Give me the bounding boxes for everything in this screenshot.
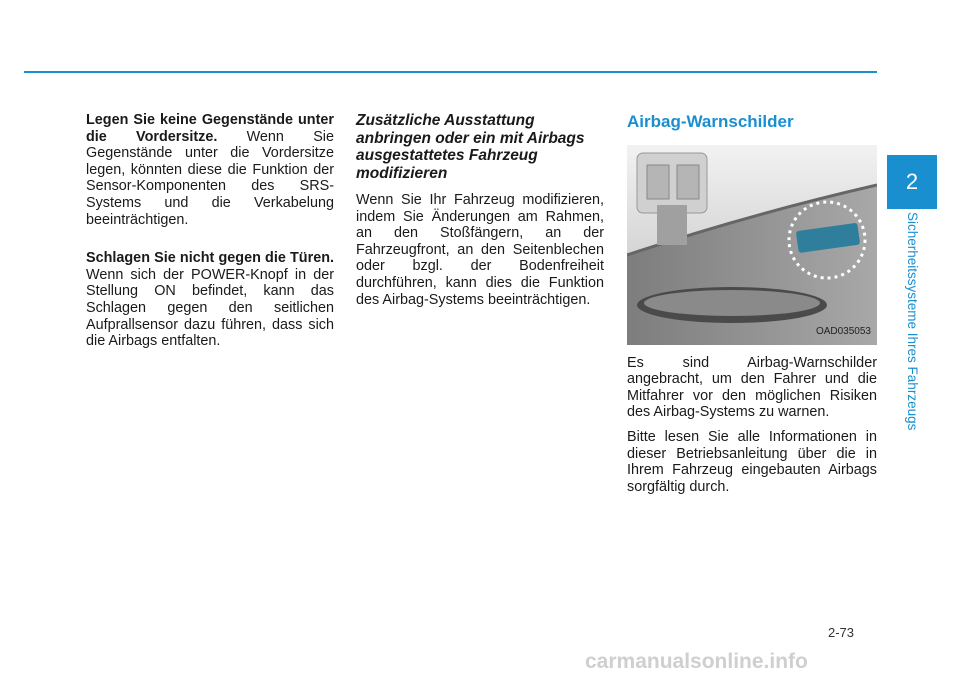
body-text: Wenn sich der POWER-Knopf in der Stellung ON befindet, kann das Schlagen gegen den seitlichen Aufprallsensor dazu führen, dass sich die Airbags entfalten. bbox=[86, 266, 334, 350]
chapter-tab: 2 bbox=[887, 155, 937, 209]
body-text: Wenn Sie Gegenstände unter die Vordersitze legen, könnten diese die Funktion der Sensor-Komponenten des SRS-Systems und die Verkabelung beeinträchtigen. bbox=[86, 128, 334, 228]
body-text: Bitte lesen Sie alle Informationen in dieser Betriebsanleitung über die in Ihrem Fahrzeug eingebauten Airbags sorgfältig durch. bbox=[627, 428, 877, 495]
headliner-illustration bbox=[627, 145, 877, 345]
body-text: Es sind Airbag-Warnschilder angebracht, um den Fahrer und die Mitfahrer vor den möglichen Risiken des Airbag-Systems zu warnen. bbox=[627, 354, 877, 421]
section-heading: Airbag-Warnschilder bbox=[627, 112, 794, 131]
lead-bold: Legen Sie keine Gegenstände unter die Vordersitze. bbox=[86, 112, 334, 145]
column-3 bbox=[627, 112, 877, 503]
paragraph-doors bbox=[86, 250, 334, 350]
figure-code: OAD035053 bbox=[815, 326, 871, 337]
paragraph-seats bbox=[86, 112, 334, 228]
page-number: 2-73 bbox=[828, 625, 855, 640]
chapter-title: Sicherheitssysteme Ihres Fahrzeugs bbox=[905, 212, 920, 431]
body-text: Wenn Sie Ihr Fahrzeug modifizieren, indem Sie Änderungen am Rahmen, an den Stoßfängern, an der Fahrzeugfront, an den Seitenblechen oder bzgl. der Bodenfreiheit durchführen, kann dies die Funktion des Airbag-Systems beeinträchtigen. bbox=[356, 192, 604, 308]
top-rule bbox=[24, 71, 877, 73]
column-2 bbox=[356, 112, 604, 330]
column-1 bbox=[86, 112, 334, 372]
airbag-label-figure bbox=[627, 145, 877, 345]
lead-bold: Schlagen Sie nicht gegen die Türen. bbox=[86, 250, 334, 267]
watermark: carmanualsonline.info bbox=[585, 650, 808, 673]
section-heading: Zusätzliche Ausstattung anbringen oder ein mit Airbags ausgestattetes Fahrzeug modifizieren bbox=[356, 112, 585, 182]
